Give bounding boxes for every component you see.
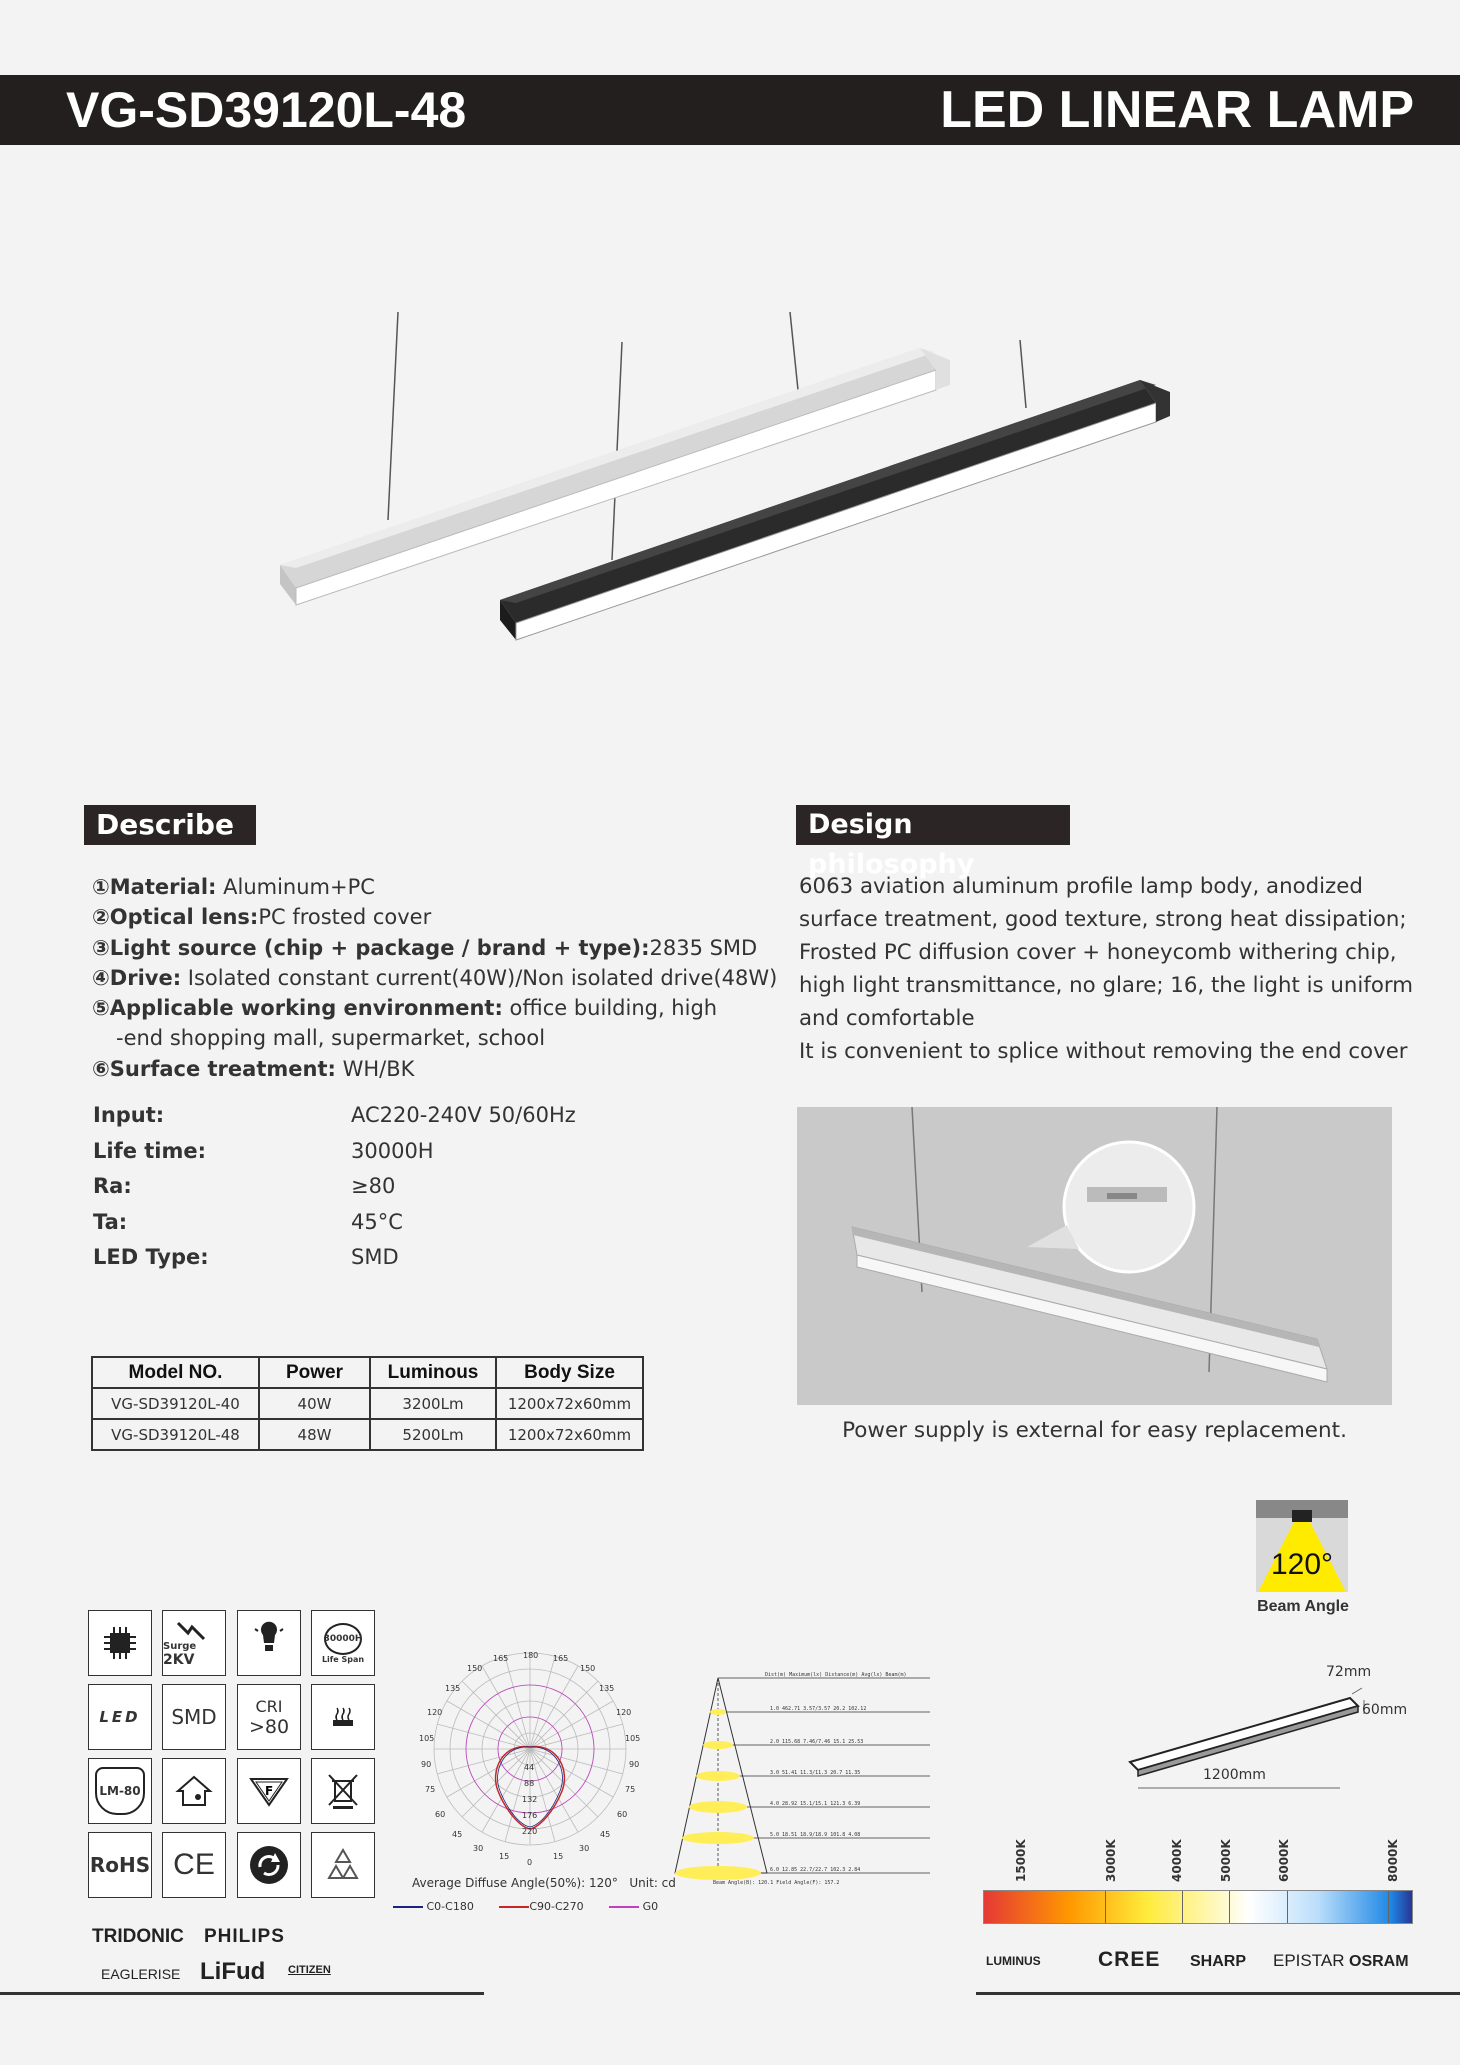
lifespan-icon: 30000H Life Span — [311, 1610, 375, 1676]
angle-label: 30 — [473, 1844, 484, 1853]
polar-light-distribution — [405, 1645, 675, 1870]
refresh-icon — [237, 1832, 301, 1898]
spec-row: Ta: 45°C — [93, 1209, 403, 1234]
feature-surface: ⑥Surface treatment: WH/BK — [92, 1056, 415, 1081]
design-line: It is convenient to splice without removing the end cover — [799, 1039, 1408, 1064]
product-lamps-illustration — [260, 300, 1180, 650]
design-line: Frosted PC diffusion cover + honeycomb withering chip, — [799, 940, 1397, 965]
cone-row: 1.0 462.71 3.57/3.57 20.2 102.12 — [770, 1706, 867, 1712]
angle-label: 15 — [553, 1852, 564, 1861]
cone-header: Dist(m) Maximum(lx) Distance(m) Avg(lx) Beam(m) — [765, 1672, 907, 1678]
legend-c0: C0-C180 — [426, 1900, 474, 1913]
brand-philips: PHILIPS — [204, 1926, 285, 1947]
chip-icon — [88, 1610, 152, 1676]
angle-label: 105 — [625, 1734, 641, 1743]
radial-label: 88 — [524, 1779, 535, 1788]
radial-label: 44 — [524, 1763, 535, 1772]
angle-label: 180 — [523, 1651, 539, 1660]
polar-legend — [393, 1900, 658, 1913]
rohs-icon: RoHS — [88, 1832, 152, 1898]
model-table — [91, 1356, 644, 1451]
angle-label: 45 — [452, 1830, 463, 1839]
recycle-icon — [311, 1832, 375, 1898]
dim-width: 72mm — [1326, 1664, 1372, 1680]
design-text — [799, 870, 1419, 1068]
angle-label: 30 — [579, 1844, 590, 1853]
design-line: and comfortable — [799, 1006, 975, 1031]
design-line: 6063 aviation aluminum profile lamp body, anodized — [799, 874, 1363, 899]
feature-material: ①Material: Aluminum+PC — [92, 875, 375, 899]
cell: 1200x72x60mm — [496, 1419, 643, 1450]
angle-label: 45 — [600, 1830, 611, 1839]
cct-label: 8000K — [1386, 1839, 1400, 1882]
polar-caption: Average Diffuse Angle(50%): 120° Unit: cd — [412, 1876, 676, 1890]
model-title: VG-SD39120L-48 — [66, 82, 467, 138]
radial-label: 132 — [522, 1795, 538, 1804]
design-line: high light transmittance, no glare; 16, the light is uniform — [799, 973, 1413, 998]
brand-sharp: SHARP — [1190, 1953, 1247, 1970]
smd-icon: SMD — [162, 1684, 226, 1750]
weee-icon — [311, 1758, 375, 1824]
beam-angle-label: Beam Angle — [1257, 1598, 1349, 1615]
col-model: Model NO. — [92, 1357, 259, 1388]
angle-label: 120 — [616, 1708, 632, 1717]
surge-icon: Surge 2KV — [162, 1610, 226, 1676]
angle-label: 150 — [467, 1664, 483, 1673]
cell: VG-SD39120L-48 — [92, 1419, 259, 1450]
angle-label: 135 — [445, 1684, 461, 1693]
lm80-icon: LM-80 — [88, 1758, 152, 1824]
radial-label: 220 — [522, 1827, 538, 1836]
angle-label: 165 — [493, 1654, 509, 1663]
legend-g0: G0 — [642, 1900, 659, 1913]
table-row — [92, 1388, 643, 1419]
beam-angle-value: 120° — [1270, 1548, 1334, 1581]
feature-optical-lens: ②Optical lens:PC frosted cover — [92, 905, 432, 930]
cell: 5200Lm — [370, 1419, 496, 1450]
feature-environment: ⑤Applicable working environment: office building, high — [92, 996, 718, 1021]
cone-row: 4.0 28.92 15.1/15.1 121.3 6.39 — [770, 1801, 861, 1807]
cone-row: 6.0 12.85 22.7/22.7 102.3 2.84 — [770, 1867, 861, 1873]
cone-row: 3.0 51.41 11.3/11.3 20.7 11.35 — [770, 1770, 861, 1776]
angle-label: 120 — [427, 1708, 443, 1717]
brand-osram: OSRAM — [1349, 1953, 1409, 1970]
f-mark-icon — [237, 1758, 301, 1824]
cct-label: 4000K — [1170, 1839, 1184, 1882]
angle-label: 165 — [553, 1654, 569, 1663]
brand-cree: CREE — [1098, 1948, 1161, 1971]
brand-luminus: LUMINUS — [986, 1954, 1041, 1968]
describe-heading: Describe — [84, 805, 256, 845]
spec-row: Ra: ≥80 — [93, 1174, 396, 1198]
cct-color-bar — [983, 1890, 1413, 1924]
cone-row: 5.0 18.51 18.9/18.9 101.8 4.08 — [770, 1832, 861, 1838]
beam-angle-icon — [1256, 1500, 1348, 1592]
angle-label: 90 — [421, 1760, 432, 1769]
heat-sink-icon — [311, 1684, 375, 1750]
cct-label: 3000K — [1104, 1839, 1118, 1882]
col-luminous: Luminous — [370, 1357, 496, 1388]
legend-c90: C90-C270 — [529, 1900, 584, 1913]
bulb-icon — [237, 1610, 301, 1676]
angle-label: 90 — [629, 1760, 640, 1769]
col-body-size: Body Size — [496, 1357, 643, 1388]
feature-list — [92, 872, 792, 1084]
led-icon: LED — [88, 1684, 152, 1750]
angle-label: 60 — [435, 1810, 446, 1819]
angle-label: 60 — [617, 1810, 628, 1819]
cct-label: 6000K — [1277, 1839, 1291, 1882]
angle-label: 75 — [425, 1785, 436, 1794]
radial-label: 176 — [522, 1811, 538, 1820]
feature-light-source: ③Light source (chip + package / brand + type):2835 SMD — [92, 935, 758, 960]
dimension-drawing — [1118, 1660, 1418, 1790]
brand-citizen: CITIZEN — [288, 1964, 331, 1976]
design-heading: Design philosophy — [796, 805, 1070, 845]
angle-label: 75 — [625, 1785, 636, 1794]
angle-label: 150 — [580, 1664, 596, 1673]
angle-label: 15 — [499, 1852, 510, 1861]
bottom-rule-right — [976, 1992, 1460, 1995]
bottom-rule-left — [0, 1992, 484, 1995]
cell: 48W — [259, 1419, 370, 1450]
brand-tridonic: TRIDONIC — [92, 1926, 184, 1947]
cone-footer: Beam Angle(B): 120.1 Field Angle(F): 157.2 — [713, 1880, 840, 1886]
spec-row: Input: AC220-240V 50/60Hz — [93, 1103, 576, 1127]
dim-height: 60mm — [1362, 1702, 1408, 1718]
brand-eaglerise: EAGLERISE — [101, 1966, 181, 1982]
spec-row: LED Type: SMD — [93, 1245, 399, 1269]
cct-label: 5000K — [1219, 1839, 1233, 1882]
angle-label: 135 — [599, 1684, 615, 1693]
table-row — [92, 1419, 643, 1450]
cell: 3200Lm — [370, 1388, 496, 1419]
spec-list — [93, 1098, 653, 1276]
brand-lifud: LiFud — [200, 1958, 266, 1985]
angle-label: 105 — [419, 1734, 435, 1743]
cell: VG-SD39120L-40 — [92, 1388, 259, 1419]
angle-label: 0 — [527, 1858, 533, 1867]
cell: 1200x72x60mm — [496, 1388, 643, 1419]
cri-icon: CRI >80 — [237, 1684, 301, 1750]
table-header-row — [92, 1357, 643, 1388]
cell: 40W — [259, 1388, 370, 1419]
brand-epistar: EPISTAR — [1273, 1951, 1345, 1970]
home-icon — [162, 1758, 226, 1824]
cct-label: 1500K — [1014, 1839, 1028, 1882]
ce-icon: CE — [162, 1832, 226, 1898]
design-caption: Power supply is external for easy replacement. — [842, 1418, 1347, 1443]
feature-drive: ④Drive: Isolated constant current(40W)/Non isolated drive(48W) — [92, 965, 778, 990]
product-type: LED LINEAR LAMP — [940, 81, 1414, 139]
design-line: surface treatment, good texture, strong heat dissipation; — [799, 907, 1407, 932]
spec-row: Life time: 30000H — [93, 1138, 434, 1163]
col-power: Power — [259, 1357, 370, 1388]
dim-length: 1200mm — [1203, 1767, 1266, 1783]
feature-environment-cont: -end shopping mall, supermarket, school — [116, 1026, 546, 1051]
cone-row: 2.0 115.68 7.46/7.46 15.1 25.53 — [770, 1739, 864, 1745]
svg-text:F: F — [265, 1784, 274, 1798]
detail-photo — [797, 1107, 1392, 1405]
illuminance-cone-diagram — [665, 1668, 935, 1893]
